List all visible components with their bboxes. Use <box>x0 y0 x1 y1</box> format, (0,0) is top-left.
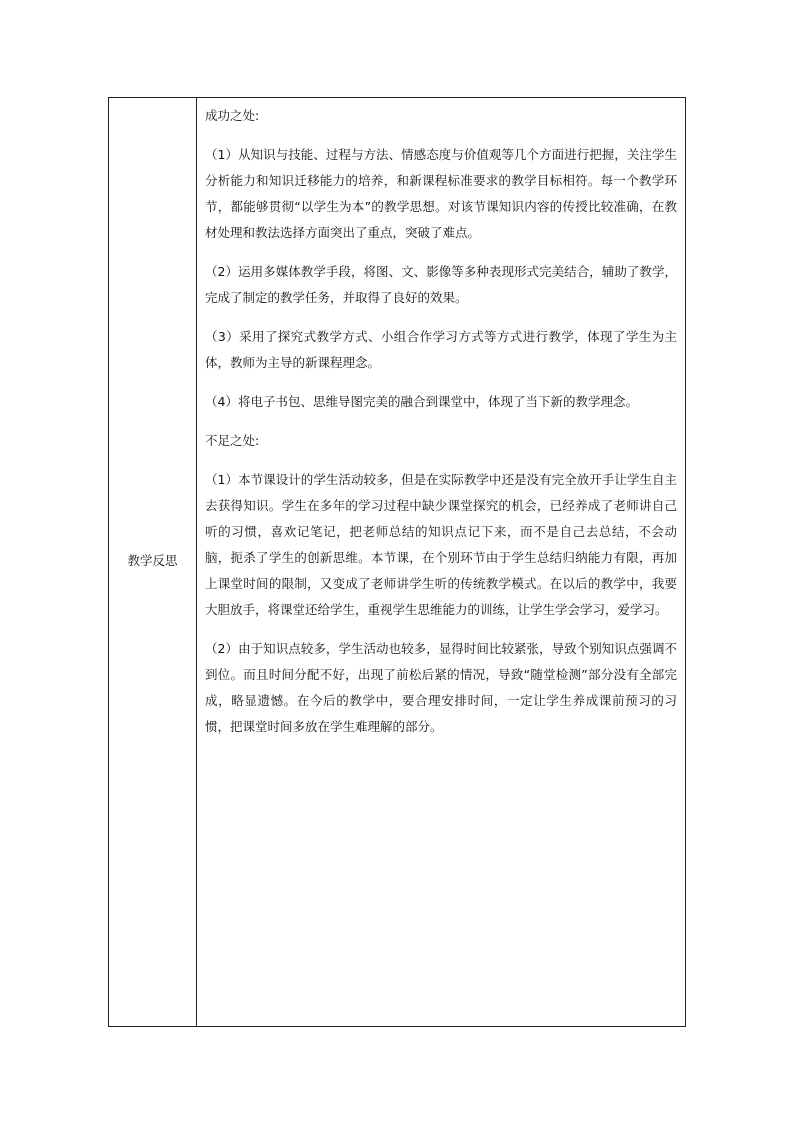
shortcoming-point-1: （1）本节课设计的学生活动较多，但是在实际教学中还是没有完全放开手让学生自主去获得知识。学生在多年的学习过程中缺少课堂探究的机会，已经养成了老师讲自己听的习惯，喜欢记笔记，把老师总结的知识点记下来，而不是自己去总结，不会动脑，扼杀了学生的创新思维。本节课，在个别环节由于学生总结归纳能力有限，再加上课堂时间的限制，又变成了老师讲学生听的传统教学模式。在以后的教学中，我要大胆放手，将课堂还给学生，重视学生思维能力的训练，让学生学会学习，爱学习。 <box>205 472 677 617</box>
success-point-4: （4）将电子书包、思维导图完美的融合到课堂中，体现了当下新的教学理念。 <box>205 394 638 409</box>
row-label: 教学反思 <box>127 553 178 568</box>
success-point-3: （3）采用了探究式教学方式、小组合作学习方式等方式进行教学，体现了学生为主体，教师为主导的新课程理念。 <box>205 329 677 370</box>
label-cell <box>109 98 197 1026</box>
reflection-table <box>108 97 686 1027</box>
success-point-2: （2）运用多媒体教学手段，将图、文、影像等多种表现形式完美结合，辅助了教学，完成了制定的教学任务，并取得了良好的效果。 <box>205 264 677 305</box>
shortcoming-heading: 不足之处: <box>205 433 260 448</box>
success-point-1: （1）从知识与技能、过程与方法、情感态度与价值观等几个方面进行把握，关注学生分析能力和知识迁移能力的培养，和新课程标准要求的教学目标相符。每一个教学环节，都能够贯彻“以学生为本”的教学思想。对该节课知识内容的传授比较准确，在教材处理和教法选择方面突出了重点，突破了难点。 <box>205 147 677 240</box>
content-cell <box>197 98 685 1026</box>
success-heading: 成功之处: <box>205 108 260 123</box>
shortcoming-point-2: （2）由于知识点较多，学生活动也较多，显得时间比较紧张，导致个别知识点强调不到位。而且时间分配不好，出现了前松后紧的情况，导致“随堂检测”部分没有全部完成，略显遗憾。在今后的教学中，要合理安排时间，一定让学生养成课前预习的习惯，把课堂时间多放在学生难理解的部分。 <box>205 641 677 734</box>
